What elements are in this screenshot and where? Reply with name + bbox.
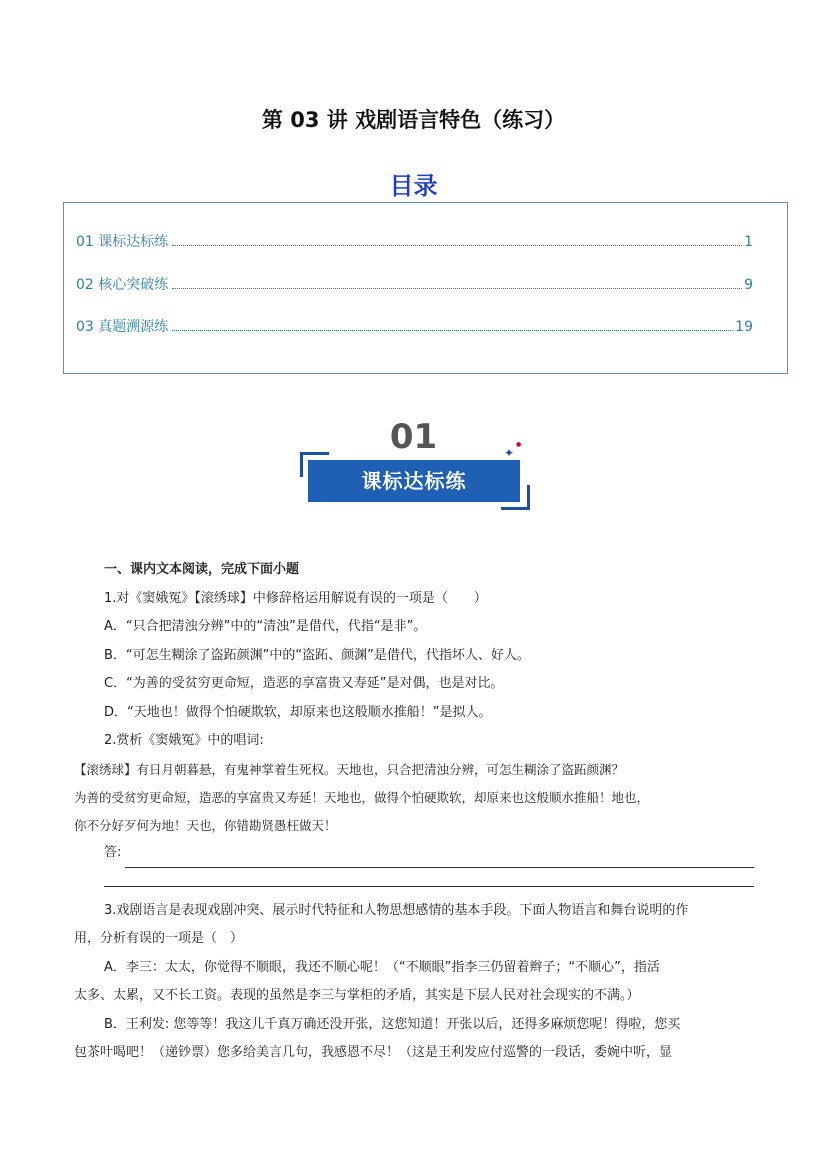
question-2-stem: 2.赏析《窦娥冤》中的唱词: xyxy=(104,733,264,748)
question-1-option-d: D．“天地也！做得个怕硬欺软，却原来也这般顺水推船！”是拟人。 xyxy=(104,704,492,720)
toc-item-label: 02 核心突破练 xyxy=(76,277,169,293)
sparkle-dot-icon: ● xyxy=(516,441,522,448)
question-1-stem: 1.对《窦娥冤》【滚绣球】中修辞格运用解说有误的一项是（ ） xyxy=(104,590,487,606)
question-1-option-b: B．“可怎生糊涂了盗跖颜渊”中的“盗跖、颜渊”是借代，代指坏人、好人。 xyxy=(104,647,530,663)
lyric-quote xyxy=(74,756,774,840)
lyric-line-3: 你不分好歹何为地！天也，你错勘贤愚枉做天！ xyxy=(74,817,337,833)
lyric-line-2: 为善的受贫穷更命短，造恶的享富贵又寿延！天地也，做得个怕硬欺软，却原来也这般顺水推船！地也， xyxy=(74,789,650,805)
table-of-contents xyxy=(63,202,788,374)
section-number: 01 xyxy=(389,417,438,457)
page-title: 第 03 讲 戏剧语言特色（练习） xyxy=(261,108,566,132)
toc-leader-dots xyxy=(172,287,742,289)
part-heading: 一、课内文本阅读，完成下面小题 xyxy=(104,562,300,577)
toc-item-page: 19 xyxy=(735,319,753,335)
toc-item-1[interactable] xyxy=(76,231,753,251)
exercise-content xyxy=(74,556,754,1068)
toc-item-label: 03 真题溯源练 xyxy=(76,319,169,335)
answer-line[interactable] xyxy=(125,853,754,868)
question-3-option-a-line-1: A．李三：太太，你觉得不顺眼，我还不顺心呢！（“不顺眼”指李三仍留着辫子；“不顺心”，指活 xyxy=(104,959,660,975)
toc-item-page: 9 xyxy=(744,277,753,293)
answer-label: 答: xyxy=(104,845,122,860)
toc-heading: 目录 xyxy=(389,172,438,200)
answer-line-2[interactable] xyxy=(104,872,754,887)
answer-row xyxy=(104,840,754,868)
question-3-stem-line-1: 3.戏剧语言是表现戏剧冲突、展示时代特征和人物思想感情的基本手段。下面人物语言和舞台说明的作 xyxy=(104,902,689,918)
sparkle-icon: ✦ xyxy=(504,446,515,460)
section-banner xyxy=(300,452,530,510)
question-3-option-b-line-1: B．王利发: 您等等！我这儿千真万确还没开张，这您知道！开张以后，还得多麻烦您呢！得啦，您买 xyxy=(104,1016,681,1032)
toc-item-2[interactable] xyxy=(76,274,753,294)
question-1-option-c: C．“为善的受贫穷更命短，造恶的享富贵又寿延”是对偶，也是对比。 xyxy=(104,676,504,691)
question-1-option-a: A．“只合把清浊分辨”中的“清浊”是借代，代指“是非”。 xyxy=(104,619,427,634)
toc-leader-dots xyxy=(172,244,742,246)
question-3-option-b-line-2: 包茶叶喝吧！（递钞票）您多给美言几句，我感恩不尽！（这是王利发应付巡警的一段话，委婉中听，显 xyxy=(74,1045,673,1060)
lyric-line-1: 【滚绣球】有日月朝暮悬，有鬼神掌着生死权。天地也，只合把清浊分辨，可怎生糊涂了盗跖颜渊？ xyxy=(74,761,625,777)
toc-item-page: 1 xyxy=(744,234,753,250)
question-3-option-a-line-2: 太多、太累，又不长工资。表现的虽然是李三与掌柜的矛盾，其实是下层人民对社会现实的不满。） xyxy=(74,988,640,1003)
toc-item-label: 01 课标达标练 xyxy=(76,234,169,250)
section-title: 课标达标练 xyxy=(308,460,520,502)
toc-leader-dots xyxy=(172,329,733,331)
question-3-stem-line-2: 用，分析有误的一项是（ ） xyxy=(74,931,244,946)
toc-item-3[interactable] xyxy=(76,316,753,336)
